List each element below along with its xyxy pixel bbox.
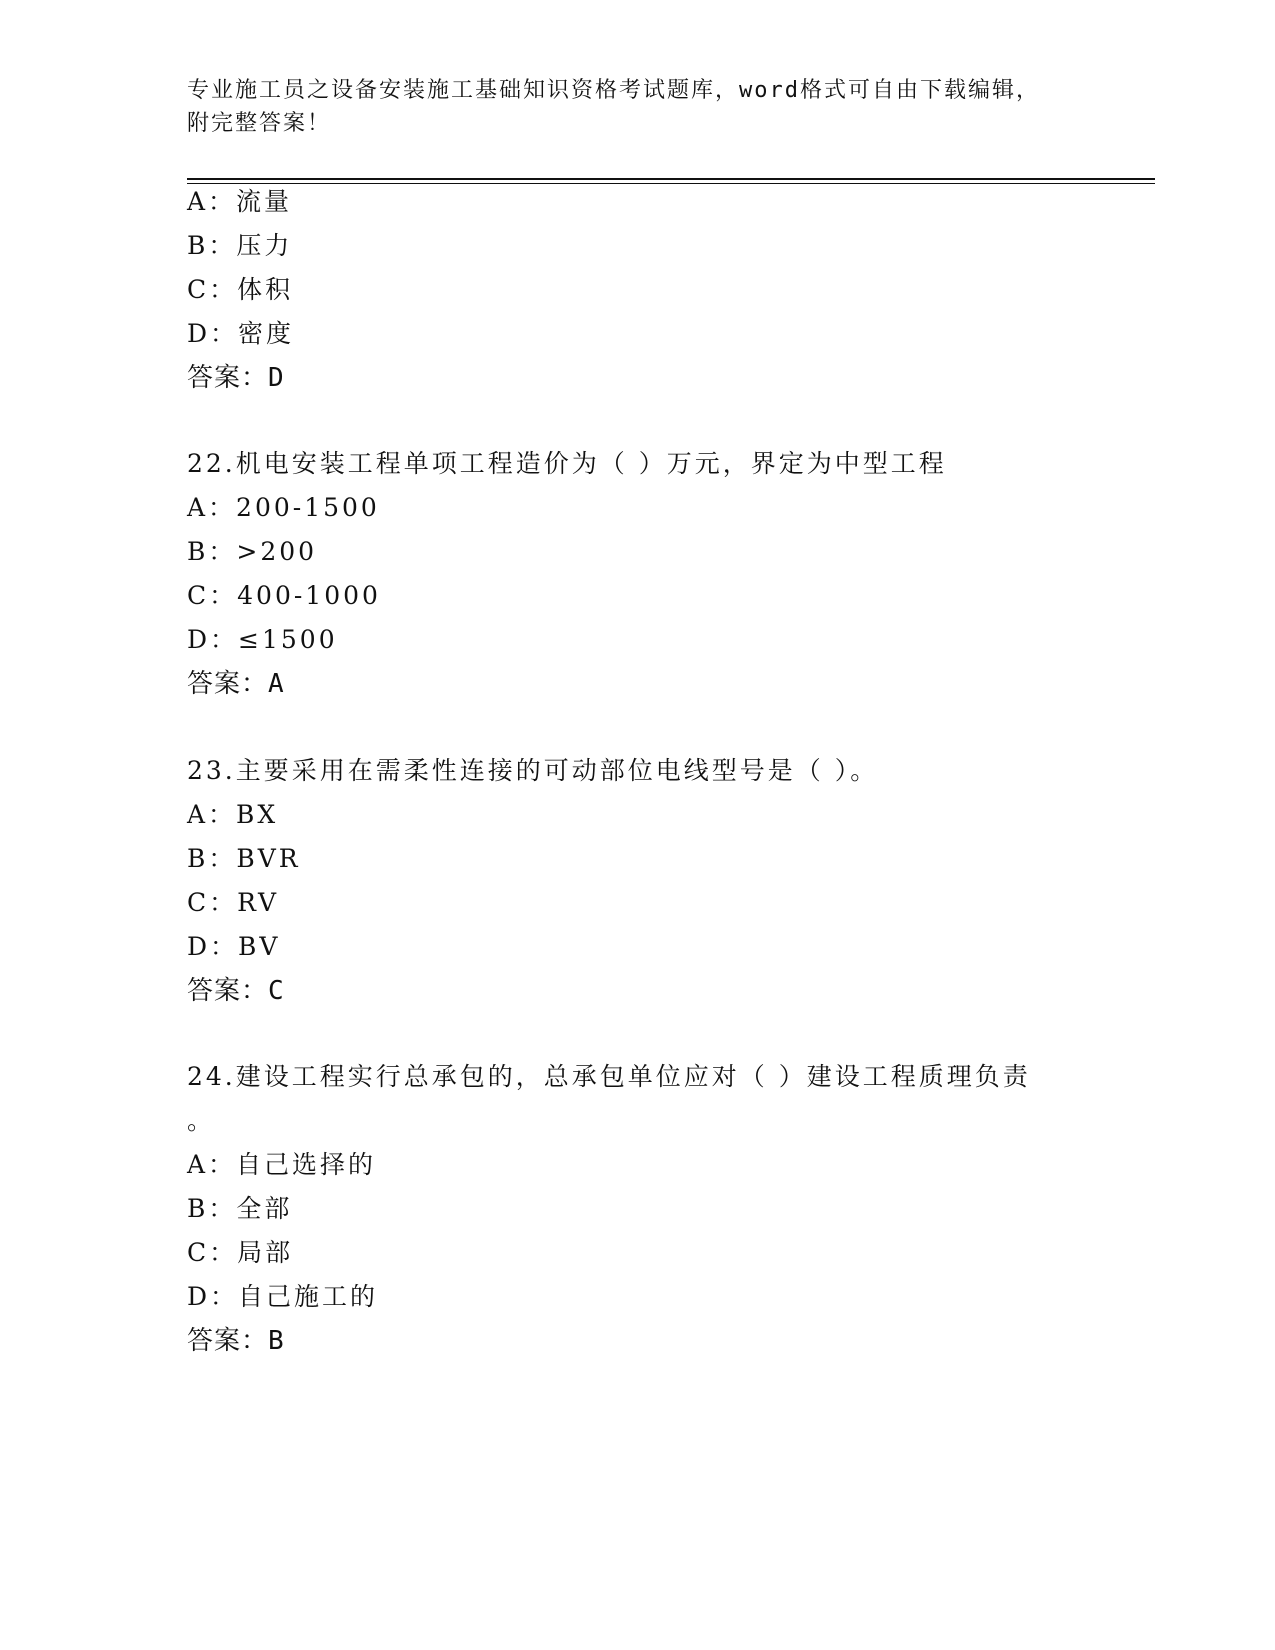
option-a: A：流量 (187, 187, 293, 216)
question-23: 23.主要采用在需柔性连接的可动部位电线型号是（ ）。 (187, 756, 879, 785)
option-c: C：RV (187, 888, 280, 917)
option-d: D：≤1500 (187, 625, 338, 654)
option-b: B：BVR (187, 844, 301, 873)
option-b: B：>200 (187, 537, 318, 566)
option-c: C：体积 (187, 275, 294, 304)
answer-line: 答案：B (187, 1326, 285, 1356)
question-24-continuation: 。 (187, 1106, 216, 1135)
option-c: C：400-1000 (187, 581, 381, 610)
option-b: B：压力 (187, 231, 293, 260)
option-c: C：局部 (187, 1238, 294, 1267)
document-header (187, 74, 1067, 140)
option-d: D：BV (187, 932, 281, 961)
option-b: B：全部 (187, 1194, 293, 1223)
option-a: A：自己选择的 (187, 1150, 377, 1179)
header-line-1: 专业施工员之设备安装施工基础知识资格考试题库，word格式可自由下载编辑， (187, 78, 1040, 103)
question-24: 24.建设工程实行总承包的，总承包单位应对（ ）建设工程质理负责 (187, 1062, 1031, 1091)
answer-line: 答案：D (187, 363, 285, 393)
header-divider-thin (187, 183, 1155, 184)
answer-line: 答案：C (187, 976, 285, 1006)
option-d: D：密度 (187, 319, 295, 348)
option-a: A：200-1500 (187, 493, 380, 522)
option-d: D：自己施工的 (187, 1282, 379, 1311)
header-divider (187, 178, 1155, 180)
question-22: 22.机电安装工程单项工程造价为（ ）万元，界定为中型工程 (187, 449, 947, 478)
option-a: A：BX (187, 800, 279, 829)
answer-line: 答案：A (187, 669, 285, 699)
header-line-2: 附完整答案！ (187, 111, 332, 136)
